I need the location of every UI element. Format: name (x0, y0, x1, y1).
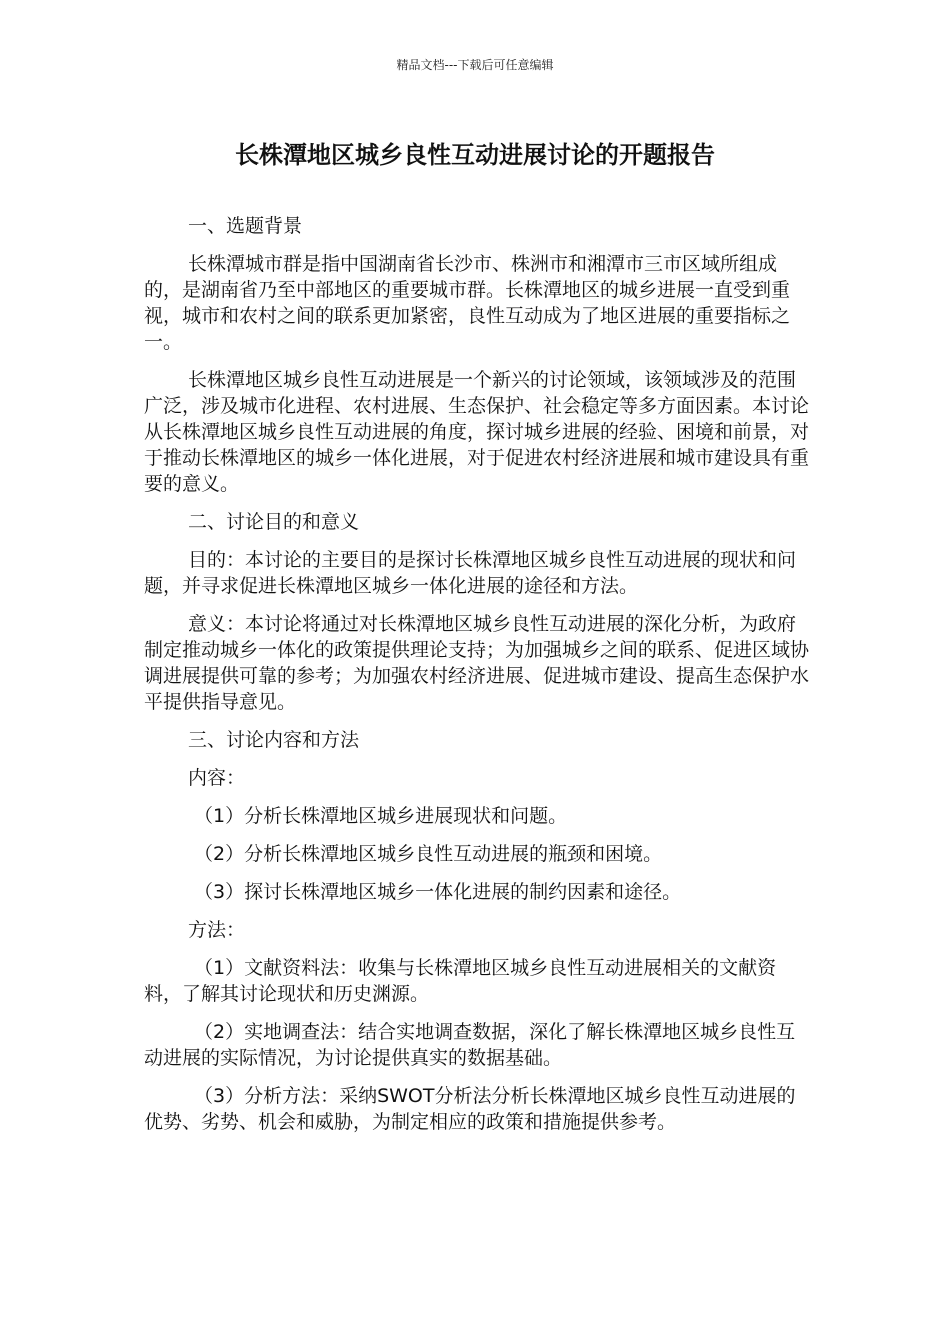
method-item-1: （1）文献资料法：收集与长株潭地区城乡良性互动进展相关的文献资料，了解其讨论现状和历史渊源。 (144, 957, 777, 1005)
method-item-2: （2）实地调查法：结合实地调查数据，深化了解长株潭地区城乡良性互动进展的实际情况，为讨论提供真实的数据基础。 (144, 1021, 796, 1069)
method-label: 方法： (188, 919, 246, 941)
content-item-1: （1）分析长株潭地区城乡进展现状和问题。 (194, 805, 568, 827)
content-item-2: （2）分析长株潭地区城乡良性互动进展的瓶颈和困境。 (194, 843, 663, 865)
paragraph-research-field: 长株潭地区城乡良性互动进展是一个新兴的讨论领域，该领域涉及的范围广泛，涉及城市化进程、农村进展、生态保护、社会稳定等多方面因素。本讨论从长株潭地区城乡良性互动进展的角度，探讨城乡进展的经验、困境和前景，对于推动长株潭地区的城乡一体化进展，对于促进农村经济进展和城市建设具有重要的意义。 (144, 369, 810, 495)
paragraph-significance: 意义：本讨论将通过对长株潭地区城乡良性互动进展的深化分析，为政府制定推动城乡一体化的政策提供理论支持；为加强城乡之间的联系、促进区域协调进展提供可靠的参考；为加强农村经济进展、促进城市建设、提高生态保护水平提供指导意见。 (144, 613, 810, 713)
section-heading-purpose: 二、讨论目的和意义 (188, 511, 360, 533)
paragraph-purpose: 目的：本讨论的主要目的是探讨长株潭地区城乡良性互动进展的现状和问题，并寻求促进长株潭地区城乡一体化进展的途径和方法。 (144, 549, 797, 597)
section-heading-background: 一、选题背景 (188, 215, 303, 237)
paragraph-city-cluster: 长株潭城市群是指中国湖南省长沙市、株洲市和湘潭市三市区域所组成的，是湖南省乃至中部地区的重要城市群。长株潭地区的城乡进展一直受到重视，城市和农村之间的联系更加紧密，良性互动成为了地区进展的重要指标之一。 (144, 253, 791, 353)
content-label: 内容： (188, 767, 246, 789)
section-heading-content-method: 三、讨论内容和方法 (188, 729, 360, 751)
method-item-3: （3）分析方法：采纳SWOT分析法分析长株潭地区城乡良性互动进展的优势、劣势、机会和威胁，为制定相应的政策和措施提供参考。 (144, 1085, 796, 1133)
document-body (144, 213, 810, 1147)
document-title: 长株潭地区城乡良性互动进展讨论的开题报告 (235, 141, 715, 169)
content-item-3: （3）探讨长株潭地区城乡一体化进展的制约因素和途径。 (194, 881, 682, 903)
page-header-note: 精品文档---下载后可任意编辑 (396, 58, 554, 72)
